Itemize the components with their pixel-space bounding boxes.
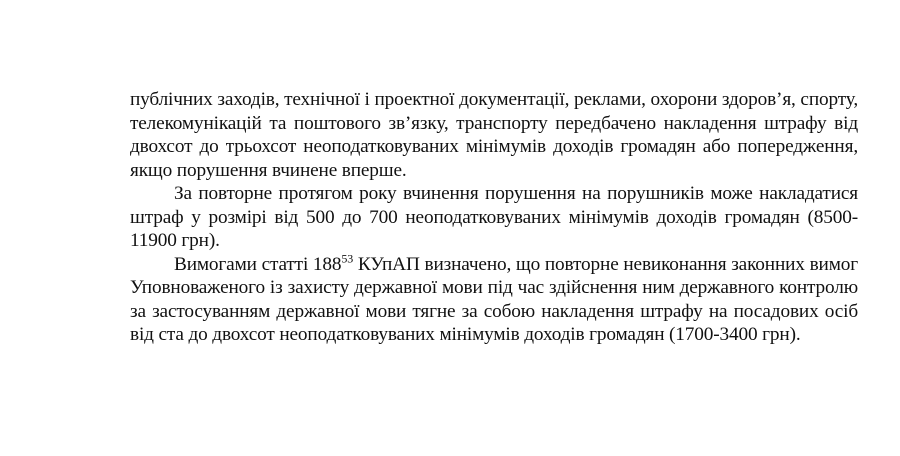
paragraph-repeat-violation: За повторне протягом року вчинення порушення на порушників може накладатися штраф у розмірі від 500 до 700 неоподатковуваних мінімумів доходів громадян (8500-11900 грн). [130,183,858,251]
paragraph-article-text-start: Вимогами статті 188 [174,253,342,275]
paragraph-article-requirements [130,253,858,347]
paragraph-continuation: публічних заходів, технічної і проектної документації, реклами, охорони здоров’я, спорту, телекомунікацій та поштового зв’язку, транспорту передбачено накладення штрафу від двохсот до трьохсот неоподатковуваних мінімумів доходів громадян або попередження, якщо порушення вчинене вперше. [130,89,858,181]
paragraph-article-text-end: КУпАП визначено, що повторне невиконання законних вимог Уповноваженого із захисту державної мови під час здійснення ним державного контролю за застосуванням державної мови тягне за собою накладення штрафу на посадових осіб від ста до двохсот неоподатковуваних мінімумів доходів громадян (1700-3400 грн). [130,253,858,345]
article-superscript: 53 [341,251,354,266]
body-text [130,88,858,347]
